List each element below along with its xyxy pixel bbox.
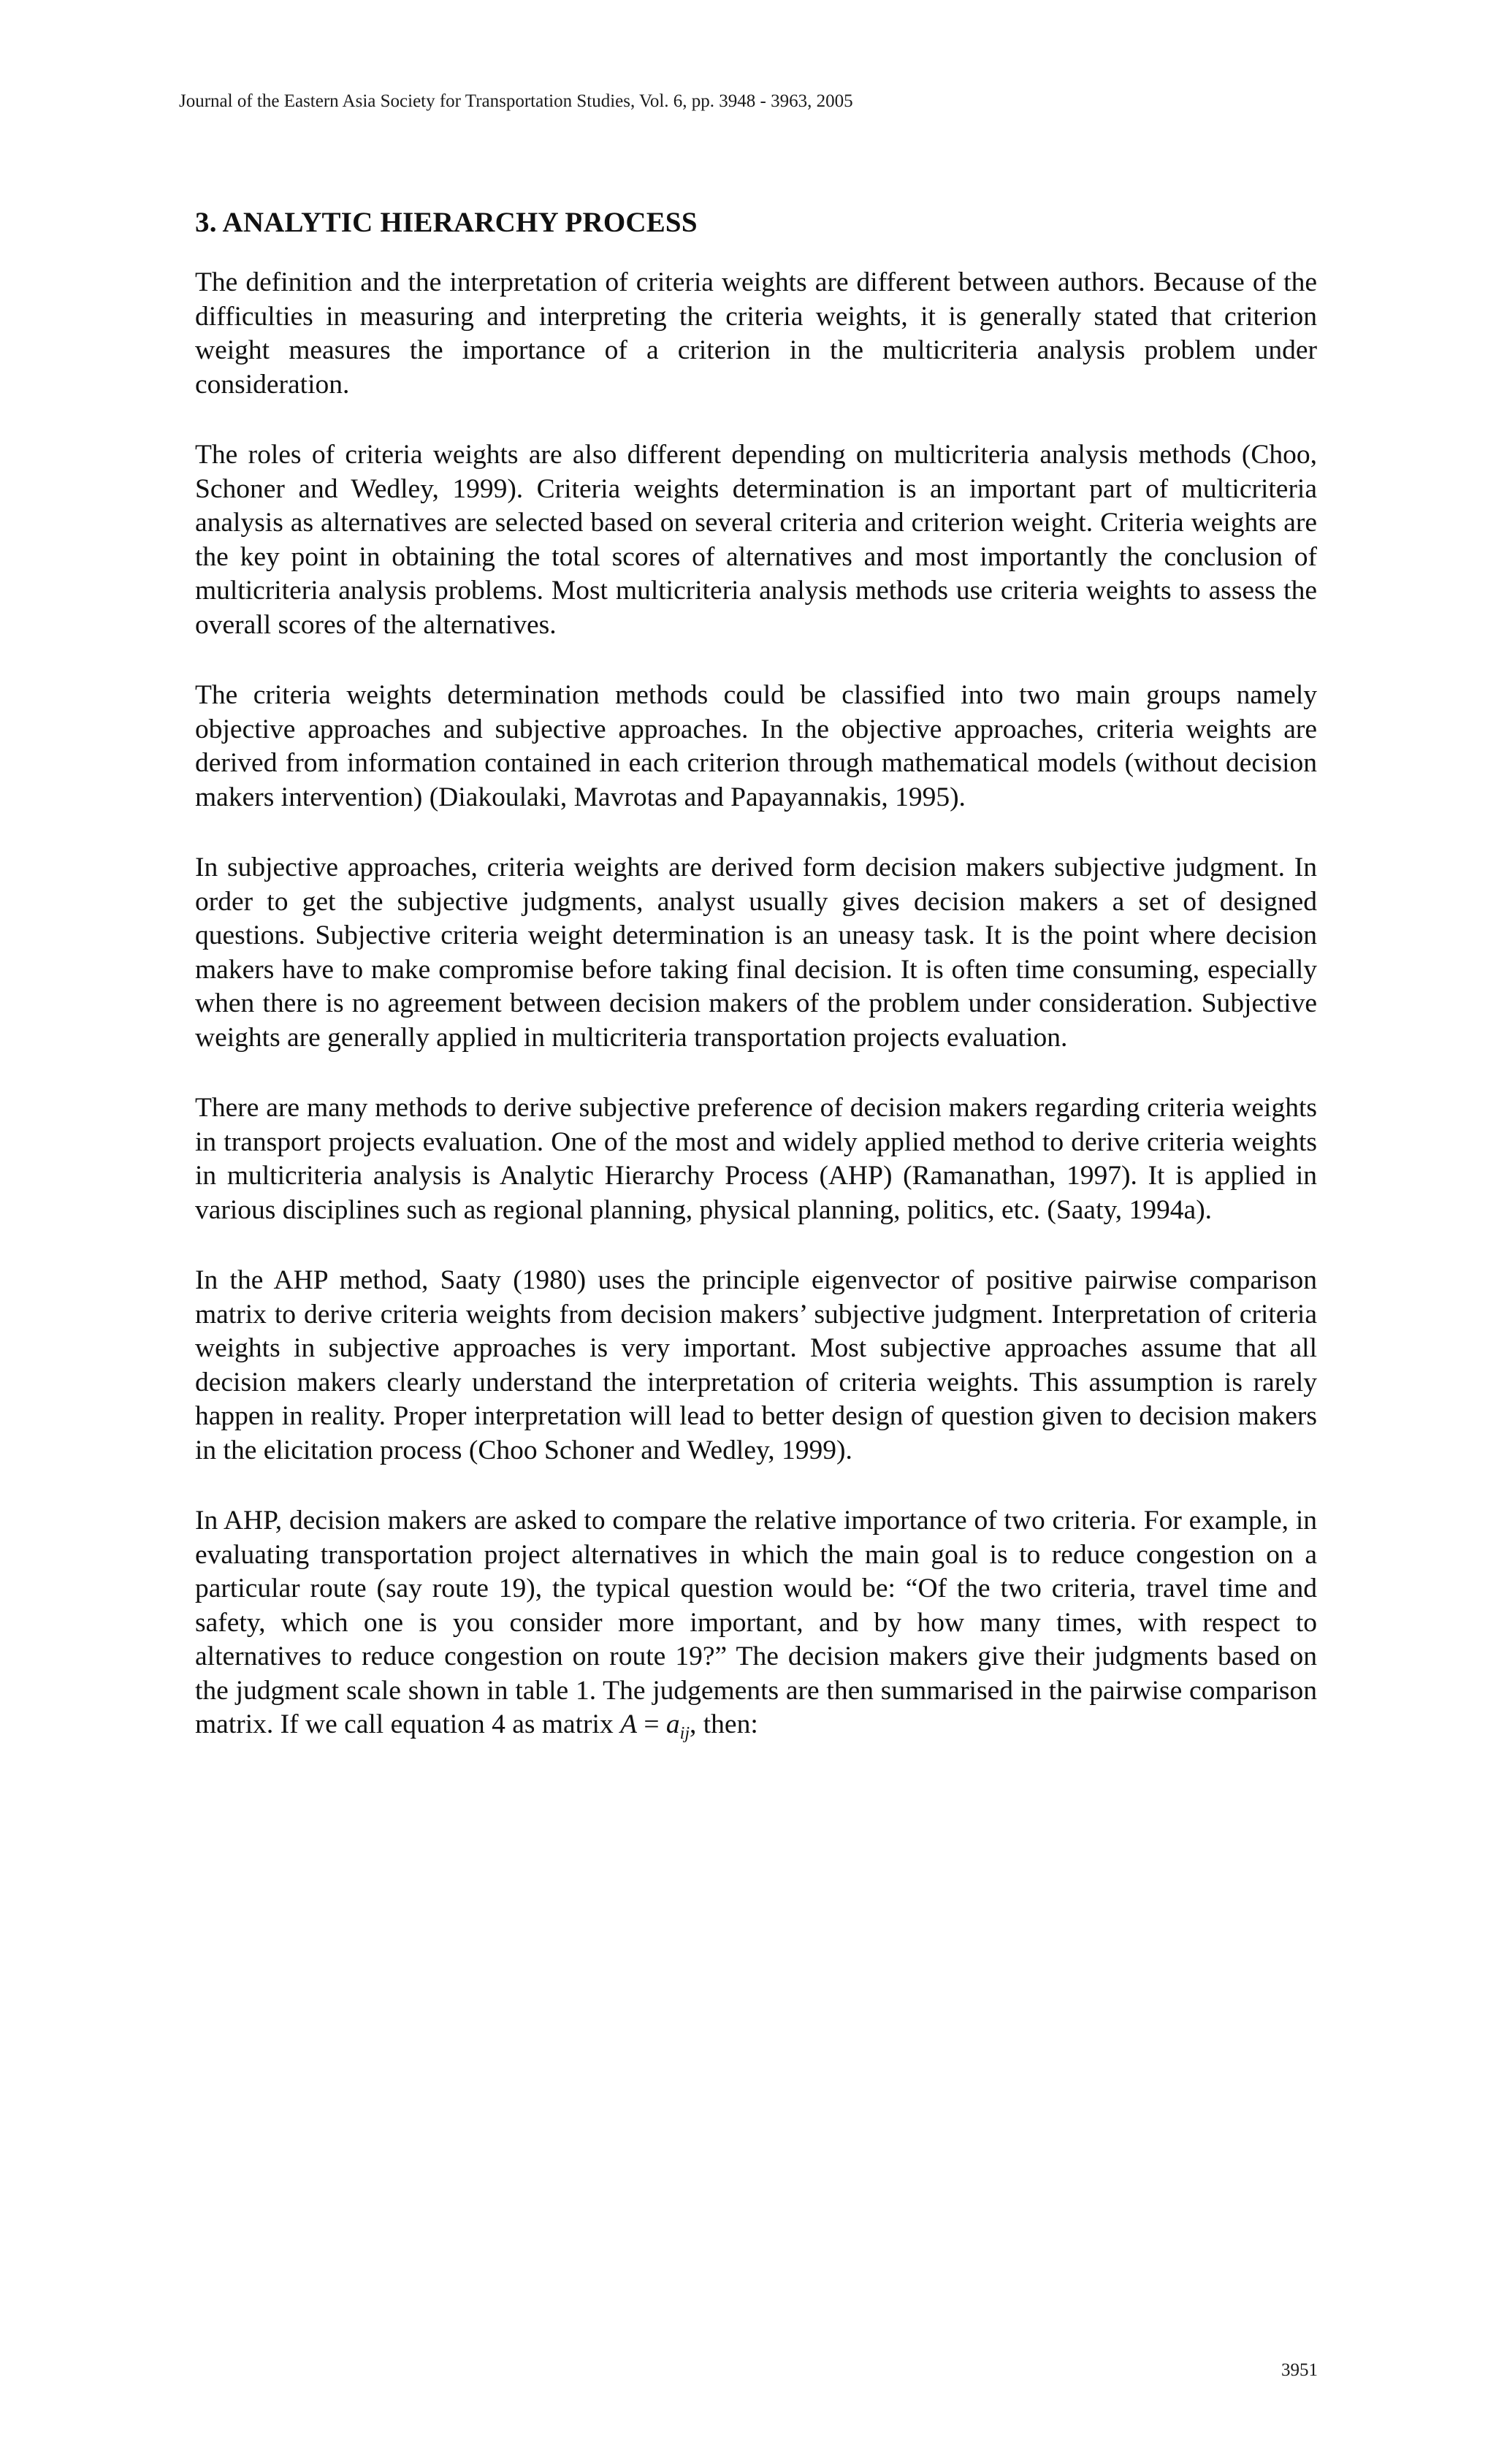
running-header: Journal of the Eastern Asia Society for Transportation Studies, Vol. 6, pp. 3948 - 3963, 2005: [179, 91, 853, 111]
paragraph-ahp-method: In the AHP method, Saaty (1980) uses the principle eigenvector of positive pairwise comparison matrix to derive criteria weights from decision makers’ subjective judgment. Interpretation of criteria weights in subjective approaches is very important. Most subjective approaches assume that all decision makers clearly understand the interpretation of criteria weights. This assumption is rarely happen in reality. Proper interpretation will lead to better design of question given to decision makers in the elicitation process (Choo Schoner and Wedley, 1999).: [195, 1265, 1317, 1465]
matrix-symbol: A: [620, 1709, 638, 1739]
page-number: 3951: [1281, 2360, 1318, 2380]
matrix-element-subscript: ij: [679, 1724, 690, 1743]
section-heading: 3. ANALYTIC HIERARCHY PROCESS: [195, 207, 698, 238]
section-content: [195, 206, 1317, 1779]
pairwise-comparison-tail: , then:: [690, 1709, 758, 1739]
pairwise-comparison-text: In AHP, decision makers are asked to compare the relative importance of two criteria. For example, in evaluating transportation project alternatives in which the main goal is to reduce congestion on a particular route (say route 19), the typical question would be: “Of the two criteria, travel time and safety, which one is you consider more important, and by how many times, with respect to alternatives to reduce congestion on route 19?” The decision makers give their judgments based on the judgment scale shown in table 1. The judgements are then summarised in the pairwise comparison matrix. If we call equation 4 as matrix: [195, 1506, 1317, 1739]
paragraph-pairwise-comparison: [195, 1504, 1317, 1742]
matrix-element-base: a: [665, 1709, 680, 1739]
paragraph-subjective-approaches: In subjective approaches, criteria weights are derived form decision makers subjective judgment. In order to get the subjective judgments, analyst usually gives decision makers a set of designed questions. Subjective criteria weight determination is an uneasy task. It is the point where decision makers have to make compromise before taking final decision. It is often time consuming, especially when there is no agreement between decision makers of the problem under consideration. Subjective weights are generally applied in multicriteria transportation projects evaluation.: [195, 853, 1317, 1053]
paragraph-roles-of-criteria-weights: The roles of criteria weights are also different depending on multicriteria analysis methods (Choo, Schoner and Wedley, 1999). Criteria weights determination is an important part of multicriteria analysis as alternatives are selected based on several criteria and criterion weight. Criteria weights are the key point in obtaining the total scores of alternatives and most importantly the conclusion of multicriteria analysis problems. Most multicriteria analysis methods use criteria weights to assess the overall scores of the alternatives.: [195, 440, 1317, 640]
paragraph-determination-methods: The criteria weights determination methods could be classified into two main groups namely objective approaches and subjective approaches. In the objective approaches, criteria weights are derived from information contained in each criterion through mathematical models (without decision makers intervention) (Diakoulaki, Mavrotas and Papayannakis, 1995).: [195, 680, 1317, 812]
paragraph-ahp-introduction: There are many methods to derive subjective preference of decision makers regarding criteria weights in transport projects evaluation. One of the most and widely applied method to derive criteria weights in multicriteria analysis is Analytic Hierarchy Process (AHP) (Ramanathan, 1997). It is applied in various disciplines such as regional planning, physical planning, politics, etc. (Saaty, 1994a).: [195, 1093, 1317, 1225]
equals-sign: =: [637, 1709, 666, 1739]
paragraph-criteria-weights-definition: The definition and the interpretation of criteria weights are different between authors. Because of the difficulties in measuring and interpreting the criteria weights, it is generally stated that criterion weight measures the importance of a criterion in the multicriteria analysis problem under consideration.: [195, 267, 1317, 400]
